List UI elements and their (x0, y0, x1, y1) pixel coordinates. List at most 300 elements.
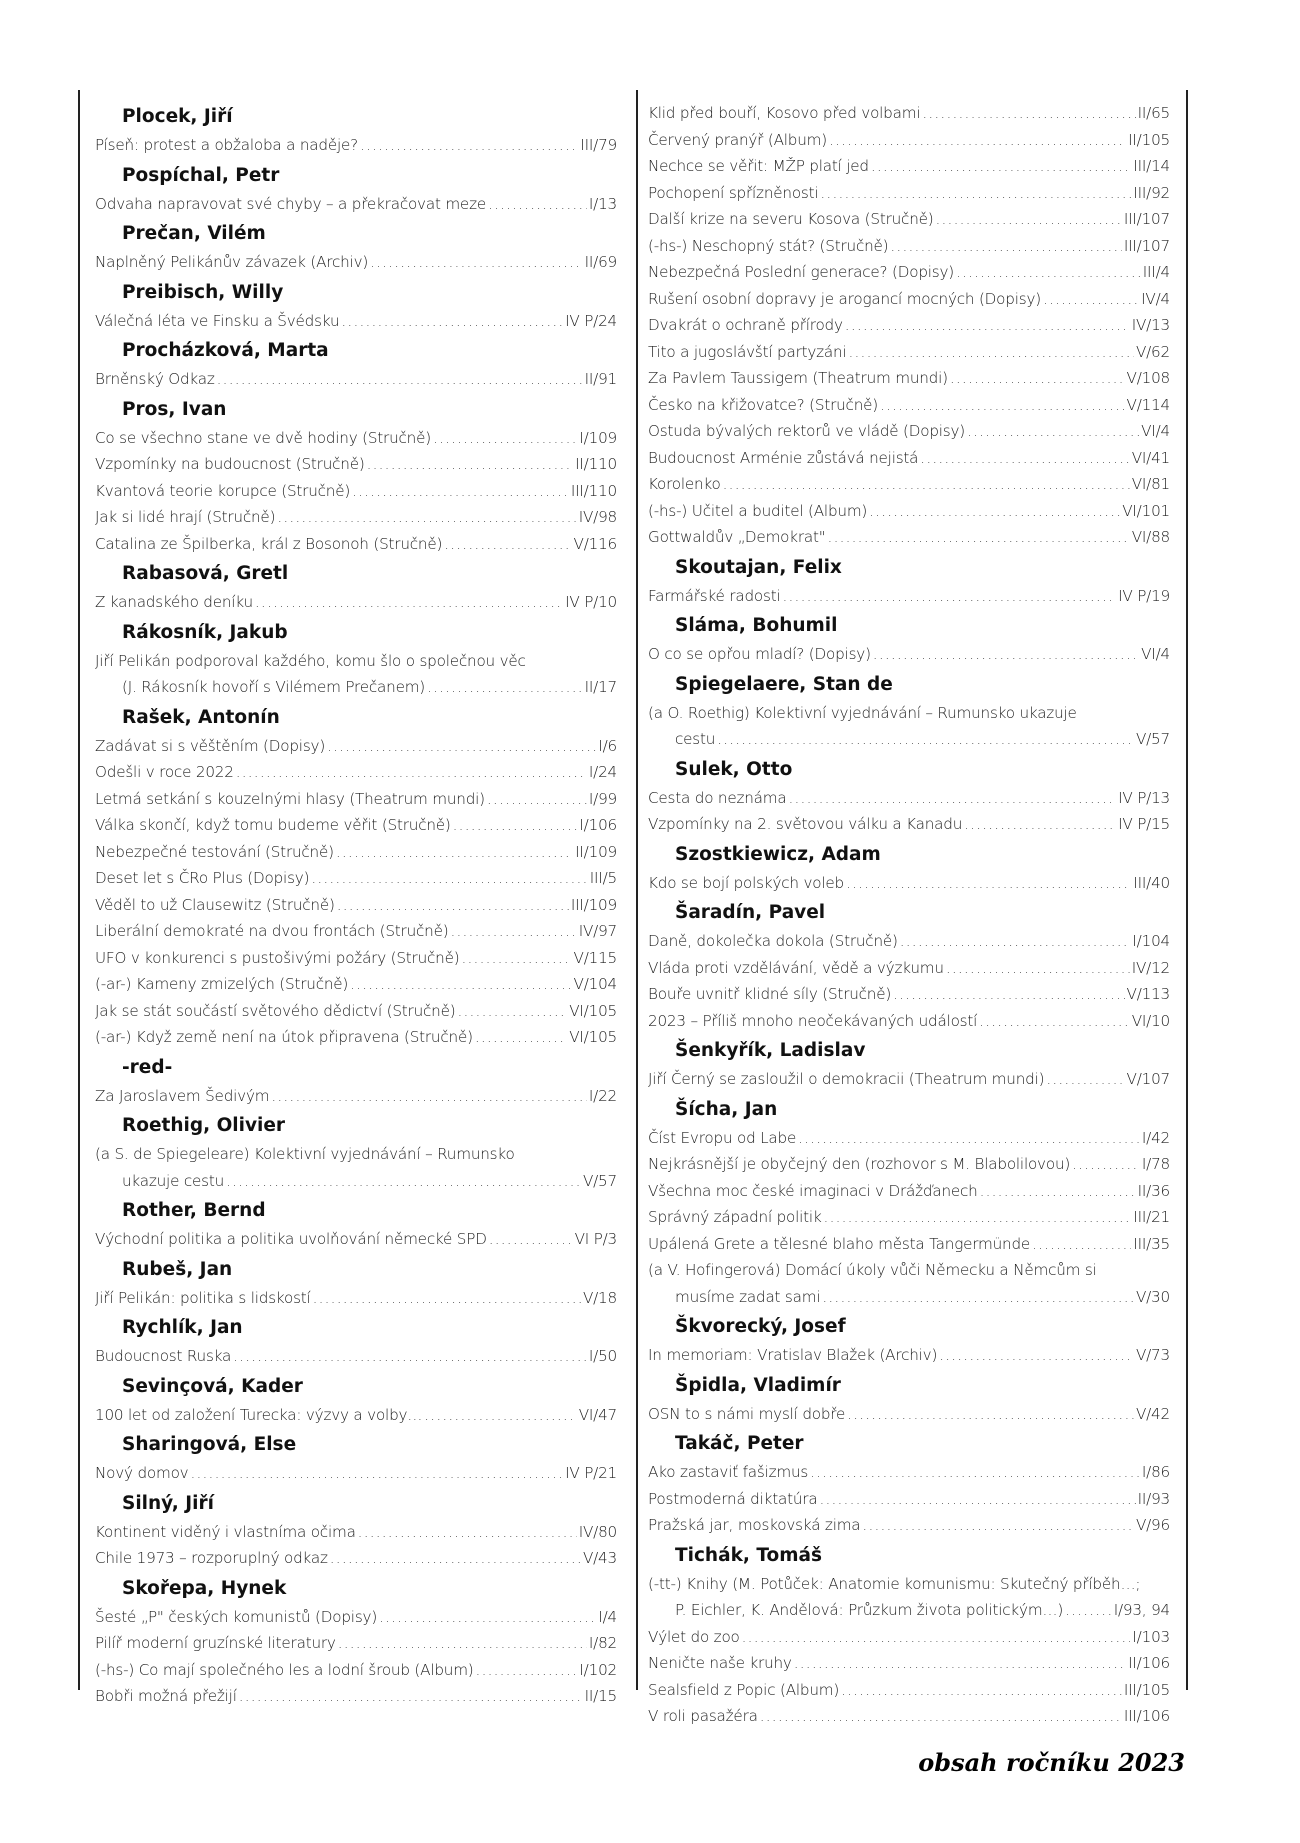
footer-title: obsah ročníku 2023 (918, 1748, 1185, 1777)
entry-line (648, 1178, 1170, 1205)
page-reference: III/14 (1133, 157, 1170, 175)
page-reference: III/109 (570, 895, 617, 914)
author-section (648, 1427, 1170, 1539)
entry-title: Kvantová teorie korupce (Stručně) (95, 481, 351, 500)
page-reference: IV P/13 (1118, 788, 1170, 807)
author-section (95, 217, 617, 276)
entry-title: Kdo se bojí polských voleb (648, 873, 844, 892)
author-name: Rákosník, Jakub (122, 621, 288, 643)
author-name: Sláma, Bohumil (675, 615, 838, 636)
dot-leader (487, 786, 587, 813)
dot-leader (846, 870, 1131, 897)
entry-title-continued: P. Eichler, K. Andělová: Průzkum života politickým…) (675, 1601, 1064, 1619)
author-section (95, 1194, 617, 1253)
entry-line (648, 153, 1170, 180)
entry-title: Daně, dokolečka dokola (Stručně) (648, 932, 898, 950)
author-name: Spiegelaere, Stan de (675, 673, 893, 695)
page-reference: III/110 (570, 481, 617, 500)
index-entry (648, 498, 1170, 525)
entry-line (95, 1141, 617, 1168)
index-entry (648, 583, 1170, 610)
author-section (95, 1311, 617, 1370)
author-name: Rašek, Antonín (122, 706, 280, 728)
entry-line (648, 1677, 1170, 1704)
dot-leader (226, 1168, 581, 1195)
entry-line (95, 648, 617, 675)
page-reference: V/108 (1126, 369, 1170, 387)
dot-leader (424, 1402, 576, 1429)
author-section (648, 100, 1170, 551)
index-entry (95, 1083, 617, 1110)
dot-leader (453, 812, 578, 839)
page-reference: I/42 (1141, 1128, 1170, 1147)
dot-leader (723, 471, 1130, 498)
entry-title: (a S. de Spiegeleare) Kolektivní vyjednávání – Rumunsko (95, 1145, 515, 1163)
author-section (95, 616, 617, 701)
index-entry (648, 1178, 1170, 1205)
entry-line (648, 445, 1170, 472)
entry-line (648, 498, 1170, 525)
entry-title: Neničte naše kruhy (648, 1654, 792, 1672)
author-name: Šaradín, Pavel (675, 902, 826, 923)
dot-leader (233, 1343, 587, 1370)
entry-title: Výlet do zoo (648, 1627, 740, 1646)
entry-line (648, 100, 1170, 127)
page-reference: I/82 (588, 1634, 617, 1652)
index-entry (648, 445, 1170, 472)
page-reference: II/109 (575, 842, 617, 861)
page-reference: III/105 (1123, 1680, 1170, 1699)
entry-title: Sealsfield z Popic (Album) (648, 1680, 840, 1699)
author-name: Sharingová, Else (122, 1434, 297, 1455)
dot-leader (822, 1284, 1134, 1311)
entry-line (648, 1231, 1170, 1258)
dot-leader (427, 674, 583, 701)
dot-leader (311, 865, 587, 892)
dot-leader (379, 1604, 596, 1631)
author-section (648, 668, 1170, 753)
dot-leader (869, 498, 1120, 525)
index-entry (648, 1703, 1170, 1730)
dot-leader (841, 1677, 1122, 1704)
dot-leader (350, 971, 571, 998)
page-reference: V/57 (582, 1171, 617, 1190)
column-rule-middle (636, 90, 638, 1690)
page-reference: IV/97 (578, 922, 617, 940)
index-entry (95, 1604, 617, 1631)
dot-leader (476, 1657, 578, 1684)
page-reference: IV P/19 (1118, 586, 1170, 605)
index-entry (95, 425, 617, 452)
index-entry (648, 206, 1170, 233)
entry-title: Cesta do neznáma (648, 788, 787, 807)
dot-leader (327, 733, 596, 760)
dot-leader (880, 392, 1125, 419)
dot-leader (1032, 1231, 1131, 1258)
page-reference: VI/81 (1131, 475, 1170, 493)
entry-line (95, 1683, 617, 1710)
page-reference: III/107 (1123, 236, 1170, 255)
dot-leader (810, 1459, 1140, 1486)
entry-line (648, 365, 1170, 392)
dot-leader (370, 249, 583, 276)
entry-title: Pražská jar, moskovská zima (648, 1516, 861, 1534)
page-reference: I/102 (579, 1660, 617, 1679)
author-name: Skoutajan, Felix (675, 556, 842, 578)
author-name: Rabasová, Gretl (122, 563, 289, 584)
entry-title: Další krize na severu Kosova (Stručně) (648, 210, 934, 228)
index-entry (95, 839, 617, 866)
dot-leader (980, 1178, 1136, 1205)
entry-line (648, 1486, 1170, 1513)
index-entry (648, 524, 1170, 551)
page-reference: I/4 (598, 1607, 617, 1626)
page-reference: II/93 (1137, 1489, 1170, 1508)
author-section (95, 334, 617, 393)
index-entry (648, 286, 1170, 313)
dot-leader (433, 425, 577, 452)
index-entry (95, 1226, 617, 1253)
entry-title-continued: ukazuje cestu (122, 1171, 225, 1190)
entry-title: OSN to s námi myslí dobře (648, 1404, 846, 1423)
dot-leader (956, 259, 1141, 286)
author-section (648, 1310, 1170, 1369)
entry-line (95, 1343, 617, 1370)
entry-line (648, 180, 1170, 207)
index-entry (95, 249, 617, 276)
author-name: Špidla, Vladimír (675, 1374, 841, 1396)
dot-leader (338, 1630, 587, 1657)
entry-line (648, 811, 1170, 838)
dot-leader (922, 100, 1135, 127)
author-section (648, 838, 1170, 897)
page-reference: V/43 (582, 1549, 617, 1567)
index-entry (648, 1342, 1170, 1369)
entry-line (648, 785, 1170, 812)
entry-line (648, 928, 1170, 955)
dot-leader (742, 1624, 1131, 1651)
page-reference: II/106 (1128, 1654, 1170, 1672)
entry-title: Válka skončí, když tomu budeme věřit (Stručně) (95, 816, 451, 834)
entry-line (95, 892, 617, 919)
entry-line (95, 478, 617, 505)
author-name: Procházková, Marta (122, 340, 329, 361)
page-reference: II/110 (575, 455, 617, 473)
page-reference: VI/105 (569, 1001, 617, 1020)
entry-title: Nový domov (95, 1464, 189, 1482)
index-entry (95, 1024, 617, 1051)
entry-title: Jiří Černý se zasloužil o demokracii (Theatrum mundi) (648, 1070, 1045, 1088)
entry-line (95, 1630, 617, 1657)
dot-leader (871, 153, 1131, 180)
entry-title: Vzpomínky na budoucnost (Stručně) (95, 455, 365, 473)
index-entry (648, 1677, 1170, 1704)
index-entry (648, 1257, 1170, 1310)
index-entry (95, 865, 617, 892)
author-section (648, 1369, 1170, 1428)
entry-title: Bobři možná přežijí (95, 1687, 237, 1705)
page-reference: I/13 (588, 194, 617, 213)
entry-line (648, 259, 1170, 286)
entry-line (95, 1285, 617, 1312)
entry-title: Východní politika a politika uvolňování německé SPD (95, 1230, 487, 1248)
entry-title: Nebezpečné testování (Stručně) (95, 842, 334, 861)
index-entry (648, 785, 1170, 812)
entry-title: 100 let od založení Turecka: výzvy a volby… (95, 1405, 423, 1424)
entry-line (648, 1703, 1170, 1730)
dot-leader (337, 892, 569, 919)
entry-title: Píseň: protest a obžaloba a naděje? (95, 136, 359, 154)
dot-leader (239, 1683, 583, 1710)
index-entry (95, 1657, 617, 1684)
entry-title: Jak se stát součástí světového dědictví (Stručně) (95, 1001, 456, 1020)
entry-title: Bouře uvnitř klidné síly (Stručně) (648, 985, 892, 1003)
page-reference: II/65 (1137, 104, 1170, 122)
author-section (95, 159, 617, 218)
page-reference: V/57 (1135, 730, 1170, 748)
entry-title: Korolenko (648, 475, 721, 493)
entry-title: Věděl to už Clausewitz (Stručně) (95, 895, 335, 914)
dot-leader (829, 127, 1126, 154)
entry-line (95, 839, 617, 866)
index-entry (648, 233, 1170, 260)
entry-title: Upálená Grete a tělesné blaho města Tangermünde (648, 1234, 1031, 1253)
author-name: Škvorecký, Josef (675, 1316, 846, 1337)
page-reference: II/91 (584, 370, 617, 388)
column-rule-left (78, 90, 80, 1690)
entry-line (648, 955, 1170, 982)
index-column-right (648, 100, 1170, 1730)
author-section (648, 551, 1170, 610)
dot-leader (900, 928, 1131, 955)
entry-line (95, 1083, 617, 1110)
dot-leader (979, 1008, 1130, 1035)
entry-title: Naplněný Pelikánův závazek (Archiv) (95, 253, 369, 271)
page-reference: V/115 (573, 948, 617, 967)
dot-leader (277, 504, 576, 531)
page-reference: III/79 (580, 136, 617, 154)
entry-line (648, 1125, 1170, 1152)
page-reference: II/36 (1137, 1181, 1170, 1200)
page-reference: I/6 (598, 736, 617, 755)
index-entry (95, 733, 617, 760)
entry-title: (a O. Roethig) Kolektivní vyjednávání – Rumunsko ukazuje (648, 703, 1077, 722)
entry-title: Jiří Pelikán: politika s lidskostí (95, 1288, 311, 1307)
entry-line (648, 1624, 1170, 1651)
entry-title: Gottwaldův „Demokrat" (648, 528, 826, 546)
entry-title: Budoucnost Ruska (95, 1347, 232, 1365)
dot-leader (358, 1519, 577, 1546)
dot-leader (461, 945, 571, 972)
entry-title: O co se opřou mladí? (Dopisy) (648, 645, 871, 663)
entry-title: Postmoderná diktatúra (648, 1489, 818, 1508)
dot-leader (828, 524, 1130, 551)
dot-leader (964, 811, 1116, 838)
dot-leader (313, 1285, 581, 1312)
entry-title: Nejkrásnější je obyčejný den (rozhovor s M. Blabolilovou) (648, 1155, 1071, 1173)
entry-line (648, 1512, 1170, 1539)
page-reference: IV/13 (1131, 316, 1170, 334)
dot-leader (489, 1226, 573, 1253)
index-entry (95, 308, 617, 335)
dot-leader (789, 785, 1117, 812)
index-entry (648, 1231, 1170, 1258)
entry-title: (-hs-) Co mají společného les a lodní šroub (Album) (95, 1660, 474, 1679)
index-entry (648, 1401, 1170, 1428)
page-reference: III/92 (1133, 183, 1170, 202)
index-entry (95, 786, 617, 813)
index-entry (95, 812, 617, 839)
entry-line (648, 392, 1170, 419)
author-name: Sevinçová, Kader (122, 1375, 303, 1397)
entry-line (648, 1571, 1170, 1598)
page-reference: V/18 (582, 1288, 617, 1307)
index-entry (95, 892, 617, 919)
entry-title: Klid před bouří, Kosovo před volbami (648, 104, 921, 122)
index-entry (648, 928, 1170, 955)
entry-title: Za Jaroslavem Šedivým (95, 1086, 270, 1105)
author-section (648, 1093, 1170, 1311)
author-section (95, 557, 617, 616)
entry-line (95, 191, 617, 218)
index-entry (95, 1141, 617, 1194)
dot-leader (1072, 1151, 1140, 1178)
index-entry (95, 759, 617, 786)
index-entry (648, 180, 1170, 207)
index-entry (648, 1008, 1170, 1035)
entry-title-continued: musíme zadat sami (675, 1287, 821, 1306)
entry-line (648, 726, 1170, 753)
dot-leader (890, 233, 1121, 260)
entry-line (648, 1597, 1170, 1624)
index-entry (648, 471, 1170, 498)
entry-line (648, 1650, 1170, 1677)
page-reference: V/30 (1135, 1287, 1170, 1306)
author-section (95, 1487, 617, 1572)
entry-line (95, 1226, 617, 1253)
entry-title: In memoriam: Vratislav Blažek (Archiv) (648, 1346, 938, 1364)
author-section (95, 701, 617, 1051)
dot-leader (794, 1650, 1126, 1677)
index-entry (95, 132, 617, 159)
entry-line (648, 1459, 1170, 1486)
page-reference: V/73 (1135, 1346, 1170, 1364)
dot-leader (893, 981, 1124, 1008)
entry-line (648, 206, 1170, 233)
index-entry (95, 478, 617, 505)
page-reference: III/21 (1133, 1208, 1170, 1226)
page-reference: II/17 (584, 678, 617, 696)
author-section (95, 393, 617, 558)
entry-line (95, 1402, 617, 1429)
index-entry (648, 1650, 1170, 1677)
author-section (648, 896, 1170, 1034)
index-entry (648, 981, 1170, 1008)
entry-line (648, 981, 1170, 1008)
entry-line (648, 1066, 1170, 1093)
dot-leader (820, 180, 1131, 207)
dot-leader (920, 445, 1129, 472)
page-reference: III/107 (1123, 210, 1170, 228)
index-entry (95, 1519, 617, 1546)
index-entry (648, 312, 1170, 339)
entry-line (648, 524, 1170, 551)
entry-title: Nebezpečná Poslední generace? (Dopisy) (648, 263, 955, 281)
author-name: Rychlík, Jan (122, 1317, 243, 1338)
entry-line (95, 1024, 617, 1051)
page-reference: II/15 (584, 1687, 617, 1705)
entry-title-continued: (J. Rákosník hovoří s Vilémem Prečanem) (122, 678, 426, 696)
entry-line (95, 998, 617, 1025)
page-reference: V/62 (1135, 342, 1170, 361)
dot-leader (352, 478, 569, 505)
entry-title: 2023 – Příliš mnoho neočekávaných událostí (648, 1011, 978, 1030)
index-entry (648, 100, 1170, 127)
entry-line (648, 1257, 1170, 1284)
entry-line (648, 471, 1170, 498)
entry-title: Tito a jugoslávští partyzáni (648, 342, 847, 361)
entry-title: Jiří Pelikán podporoval každého, komu šlo o společnou věc (95, 651, 526, 670)
page-reference: V/114 (1126, 395, 1170, 414)
entry-line (648, 339, 1170, 366)
entry-title: Všechna moc české imaginaci v Drážďanech (648, 1181, 978, 1200)
entry-line (95, 945, 617, 972)
entry-line (95, 786, 617, 813)
entry-title: Ako zastaviť fašizmus (648, 1463, 809, 1481)
index-entry (648, 392, 1170, 419)
author-section (95, 1051, 617, 1110)
entry-title: Deset let s ČRo Plus (Dopisy) (95, 869, 310, 887)
entry-title: Vláda proti vzdělávání, vědě a výzkumu (648, 958, 944, 977)
entry-title: Vzpomínky na 2. světovou válku a Kanadu (648, 815, 963, 833)
entry-title: Šesté „P" českých komunistů (Dopisy) (95, 1607, 378, 1626)
entry-title: Správný západní politik (648, 1208, 822, 1226)
author-section (648, 753, 1170, 838)
entry-line (648, 700, 1170, 727)
author-section (648, 609, 1170, 668)
entry-title: Nechce se věřit: MŽP platí jed (648, 157, 869, 175)
dot-leader (488, 191, 587, 218)
index-entry (95, 1545, 617, 1572)
entry-line (95, 366, 617, 393)
index-entry (95, 504, 617, 531)
index-entry (648, 127, 1170, 154)
author-name: Roethig, Olivier (122, 1115, 286, 1136)
dot-leader (360, 132, 578, 159)
entry-title: (a V. Hofingerová) Domácí úkoly vůči Německu a Němcům si (648, 1261, 1097, 1279)
page-reference: V/113 (1126, 985, 1170, 1003)
entry-line (95, 918, 617, 945)
entry-line (95, 249, 617, 276)
index-entry (648, 1486, 1170, 1513)
column-rule-right (1186, 90, 1188, 1690)
page-reference: V/96 (1135, 1516, 1170, 1534)
entry-title: Letmá setkání s kouzelnými hlasy (Theatrum mundi) (95, 789, 485, 808)
entry-line (648, 1204, 1170, 1231)
entry-line (648, 1401, 1170, 1428)
author-section (95, 1370, 617, 1429)
dot-leader (457, 998, 567, 1025)
index-entry (648, 339, 1170, 366)
author-section (95, 1428, 617, 1487)
index-entry (95, 366, 617, 393)
index-entry (648, 641, 1170, 668)
entry-line (648, 583, 1170, 610)
entry-line (95, 1604, 617, 1631)
dot-leader (946, 955, 1130, 982)
index-entry (95, 945, 617, 972)
entry-line (648, 233, 1170, 260)
